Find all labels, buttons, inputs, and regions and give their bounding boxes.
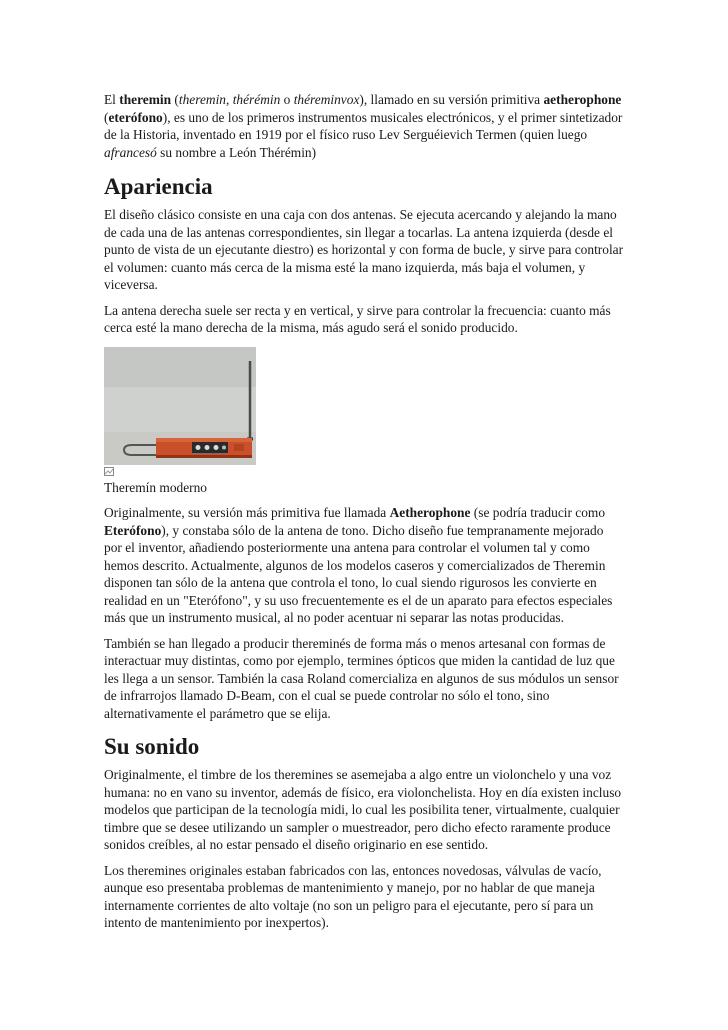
historia-paragraph-2: También se han llegado a producir thereminés de forma más o menos artesanal con formas de interactuar muy distintas, como por ejemplo, termines ópticos que miden la cantidad de luz que les llega a un sensor. También la casa Roland comercializa en algunos de sus módulos un sensor de infrarrojos llamado D-Beam, con el cual se puede controlar no sólo el tono, sino alternativamente el parámetro que se elija.	[104, 635, 619, 721]
figure-caption: Theremín moderno	[104, 479, 207, 495]
apariencia-paragraph-1: El diseño clásico consiste en una caja con dos antenas. Se ejecuta acercando y alejando la mano de cada una de las antenas correspondientes, sin llegar a tocarlas. La antena izquierda (desde el punto de vista de un ejecutante diestro) es horizontal y con forma de bucle, y sirve para controlar el volumen: cuanto más cerca de la misma esté la mano izquierda, más baja el volumen, y viceversa.	[104, 207, 624, 292]
sonido-paragraph-2: Los theremines originales estaban fabricados con las, entonces novedosas, válvulas de vacío, aunque eso presentaba problemas de mantenimiento y manejo, por no hablar de que maneja internamente corrientes de alto voltaje (no son un peligro para el ejecutante, pero sí para un intento de mantenimiento por inexpertos).	[104, 862, 602, 930]
sonido-paragraph-1: Originalmente, el timbre de los theremines se asemejaba a algo entre un violonchelo y una voz humana: no en vano su inventor, además de físico, era violonchelista. Hoy en día existen incluso modelos que participan de la tecnología midi, lo cual les posibilita tener, virtualmente, cualquier timbre que se desee utilizando un sampler o muestreador, pero dicho efecto raramente produce sonidos creíbles, al no estar pensado el diseño originario en ese sentido.	[104, 767, 622, 852]
document-page	[104, 91, 624, 932]
theremin-photo	[104, 347, 256, 465]
theremin-illustration	[104, 347, 256, 465]
heading-su-sonido: Su sonido	[104, 734, 200, 759]
broken-image-icon	[104, 467, 624, 479]
historia-paragraph-1: Originalmente, su versión más primitiva fue llamada Aetherophone (se podría traducir como Eterófono), y constaba sólo de la antena de tono. Dicho diseño fue tempranamente mejorado por el inventor, añadiendo posteriormente una antena para controlar el volumen tal y como hemos descrito. Actualmente, algunos de los modelos caseros y comercializados de Theremin disponen tan sólo de la antena que controla el tono, lo cual siendo rigurosos les convierte en realidad en un "Eterófono", y su uso frecuentemente es el de un aparato para efectos especiales más que un instrumento musical, al no poder acentuar ni separar las notas producidas.	[104, 505, 613, 625]
heading-apariencia: Apariencia	[104, 174, 213, 199]
intro-paragraph: El theremin (theremin, thérémin o théreminvox), llamado en su versión primitiva aetherophone (eterófono), es uno de los primeros instrumentos musicales electrónicos, y el primer sintetizador de la Historia, inventado en 1919 por el físico ruso Lev Serguéievich Termen (quien luego afrancesó su nombre a León Thérémin)	[104, 92, 623, 160]
apariencia-paragraph-2: La antena derecha suele ser recta y en vertical, y sirve para controlar la frecuencia: cuanto más cerca esté la mano derecha de la misma, más agudo será el sonido producido.	[104, 302, 611, 335]
